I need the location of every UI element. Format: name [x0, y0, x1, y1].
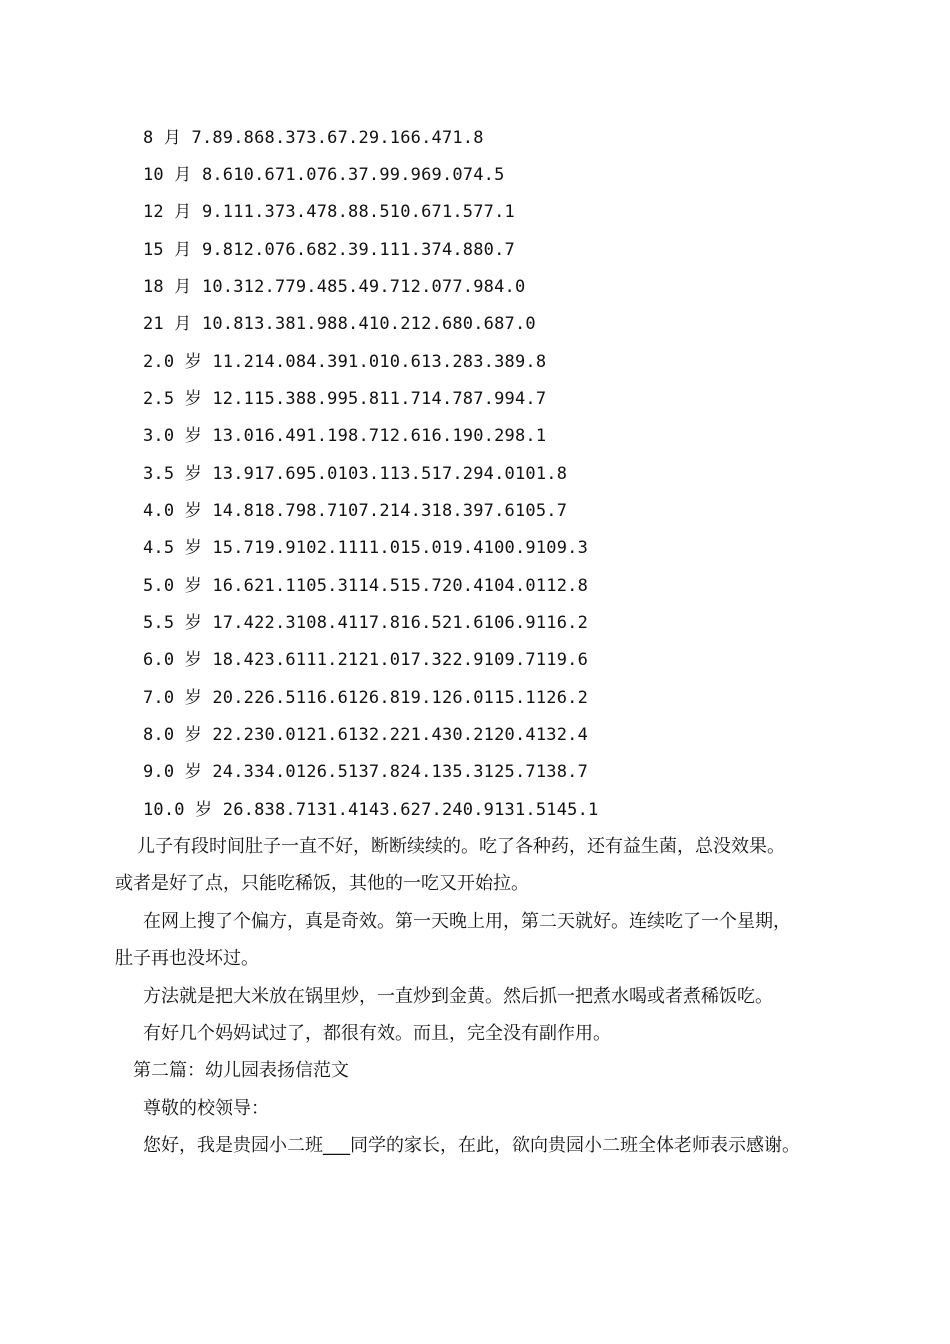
- growth-row-18-months: 18 月 10.312.779.485.49.712.077.984.0: [143, 277, 526, 297]
- growth-row-12-months: 12 月 9.111.373.478.88.510.671.577.1: [143, 202, 515, 222]
- story-paragraph-4: 有好几个妈妈试过了，都很有效。而且，完全没有副作用。: [143, 1023, 611, 1044]
- growth-row-2-0-years: 2.0 岁 11.214.084.391.010.613.283.389.8: [143, 352, 547, 372]
- letter-body-line-1: 您好，我是贵园小二班___同学的家长，在此，欲向贵园小二班全体老师表示感谢。: [143, 1135, 800, 1156]
- story-paragraph-2-line-1: 在网上搜了个偏方，真是奇效。第一天晚上用，第二天就好。连续吃了一个星期，: [143, 911, 791, 932]
- growth-row-5-0-years: 5.0 岁 16.621.1105.3114.515.720.4104.0112.8: [143, 576, 589, 596]
- story-paragraph-1-line-2: 或者是好了点，只能吃稀饭，其他的一吃又开始拉。: [115, 873, 529, 894]
- letter-salutation: 尊敬的校领导：: [143, 1098, 269, 1119]
- growth-row-4-0-years: 4.0 岁 14.818.798.7107.214.318.397.6105.7: [143, 501, 568, 521]
- growth-row-10-months: 10 月 8.610.671.076.37.99.969.074.5: [143, 165, 505, 185]
- growth-row-6-0-years: 6.0 岁 18.423.6111.2121.017.322.9109.7119.6: [143, 650, 589, 670]
- growth-row-10-0-years: 10.0 岁 26.838.7131.4143.627.240.9131.5145.1: [143, 800, 599, 820]
- growth-row-3-0-years: 3.0 岁 13.016.491.198.712.616.190.298.1: [143, 426, 547, 446]
- section-heading: 第二篇：幼儿园表扬信范文: [133, 1060, 349, 1081]
- growth-row-7-0-years: 7.0 岁 20.226.5116.6126.819.126.0115.1126.2: [143, 688, 589, 708]
- growth-row-2-5-years: 2.5 岁 12.115.388.995.811.714.787.994.7: [143, 389, 547, 409]
- story-paragraph-3: 方法就是把大米放在锅里炒，一直炒到金黄。然后抓一把煮水喝或者煮稀饭吃。: [143, 986, 773, 1007]
- growth-row-5-5-years: 5.5 岁 17.422.3108.4117.816.521.6106.9116.2: [143, 613, 589, 633]
- growth-row-4-5-years: 4.5 岁 15.719.9102.1111.015.019.4100.9109.3: [143, 538, 589, 558]
- growth-row-21-months: 21 月 10.813.381.988.410.212.680.687.0: [143, 314, 536, 334]
- growth-row-8-0-years: 8.0 岁 22.230.0121.6132.221.430.2120.4132.4: [143, 725, 589, 745]
- growth-row-3-5-years: 3.5 岁 13.917.695.0103.113.517.294.0101.8: [143, 464, 568, 484]
- growth-row-9-0-years: 9.0 岁 24.334.0126.5137.824.135.3125.7138.7: [143, 762, 589, 782]
- story-paragraph-2-line-2: 肚子再也没坏过。: [115, 948, 259, 969]
- growth-row-15-months: 15 月 9.812.076.682.39.111.374.880.7: [143, 240, 515, 260]
- story-paragraph-1-line-1: 儿子有段时间肚子一直不好，断断续续的。吃了各种药，还有益生菌，总没效果。: [137, 836, 785, 857]
- growth-row-8-months: 8 月 7.89.868.373.67.29.166.471.8: [143, 128, 484, 148]
